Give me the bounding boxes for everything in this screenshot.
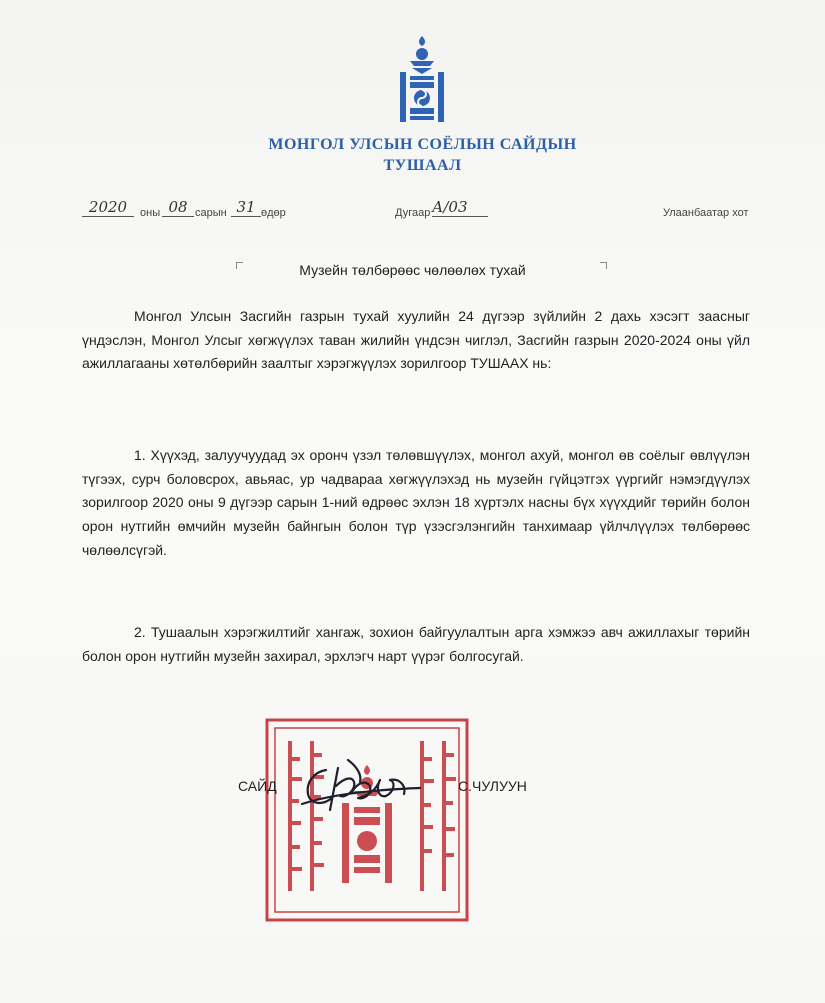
signatory-name: С.ЧУЛУУН [458, 778, 527, 794]
subject-heading: Музейн төлбөрөөс чөлөөлөх тухай [299, 262, 526, 278]
city-label: Улаанбаатар хот [663, 207, 749, 219]
document-type-title: ТУШААЛ [383, 157, 462, 174]
dateline [0, 198, 825, 228]
date-month: 08 [162, 198, 194, 217]
date-day: 31 [231, 198, 261, 217]
order-item-1: 1. Хүүхэд, залуучуудад эх оронч үзэл төлөвшүүлэх, монгол ахуй, монгол өв соёлыг өвлүүлэн түгээх, сурч боловсрох, авьяас, ур чадвараа хөгжүүлэхэд нь музейн гүйцэтгэх үүргийг нэмэгдүүлэх зорилгоор 2020 оны 9 дүгээр сарын 1-ний өдрөөс эхлэн 18 хүртэлх насны бүх хүүхдийг төрийн болон орон нутгийн өмчийн музейн байнгын болон түр үзэсгэлэнгийн танхимаар үйлчлүүлэх төлбөрөөс чөлөөлсүгэй. [82, 447, 750, 558]
number-label: Дугаар [395, 207, 431, 219]
year-label: оны [140, 207, 161, 219]
handwritten-signature [296, 752, 426, 822]
month-label: сарын [195, 207, 227, 219]
document-number: А/03 [432, 198, 488, 217]
order-item-2: 2. Тушаалын хэрэгжилтийг хангаж, зохион байгуулалтын арга хэмжээ авч ажиллахыг төрийн болон орон нутгийн музейн захирал, эрхлэгч нарт үүрэг болгосугай. [82, 624, 750, 664]
ministry-title: МОНГОЛ УЛСЫН СОЁЛЫН САЙДЫН [268, 136, 577, 153]
preamble-paragraph: Монгол Улсын Засгийн газрын тухай хуулийн 24 дүгээр зүйлийн 2 дахь хэсэгт заасныг үндэслэн, Монгол Улсыг хөгжүүлэх таван жилийн үндсэн чиглэл, Засгийн газрын 2020-2024 оны үйл ажиллагааны хөтөлбөрийн заалтыг хэрэгжүүлэх зорилгоор ТУШААХ нь: [82, 308, 750, 372]
date-year: 2020 [82, 198, 134, 217]
day-label: өдөр [261, 207, 286, 219]
soyombo-emblem-icon [396, 34, 448, 126]
signatory-title: САЙД [238, 778, 277, 794]
